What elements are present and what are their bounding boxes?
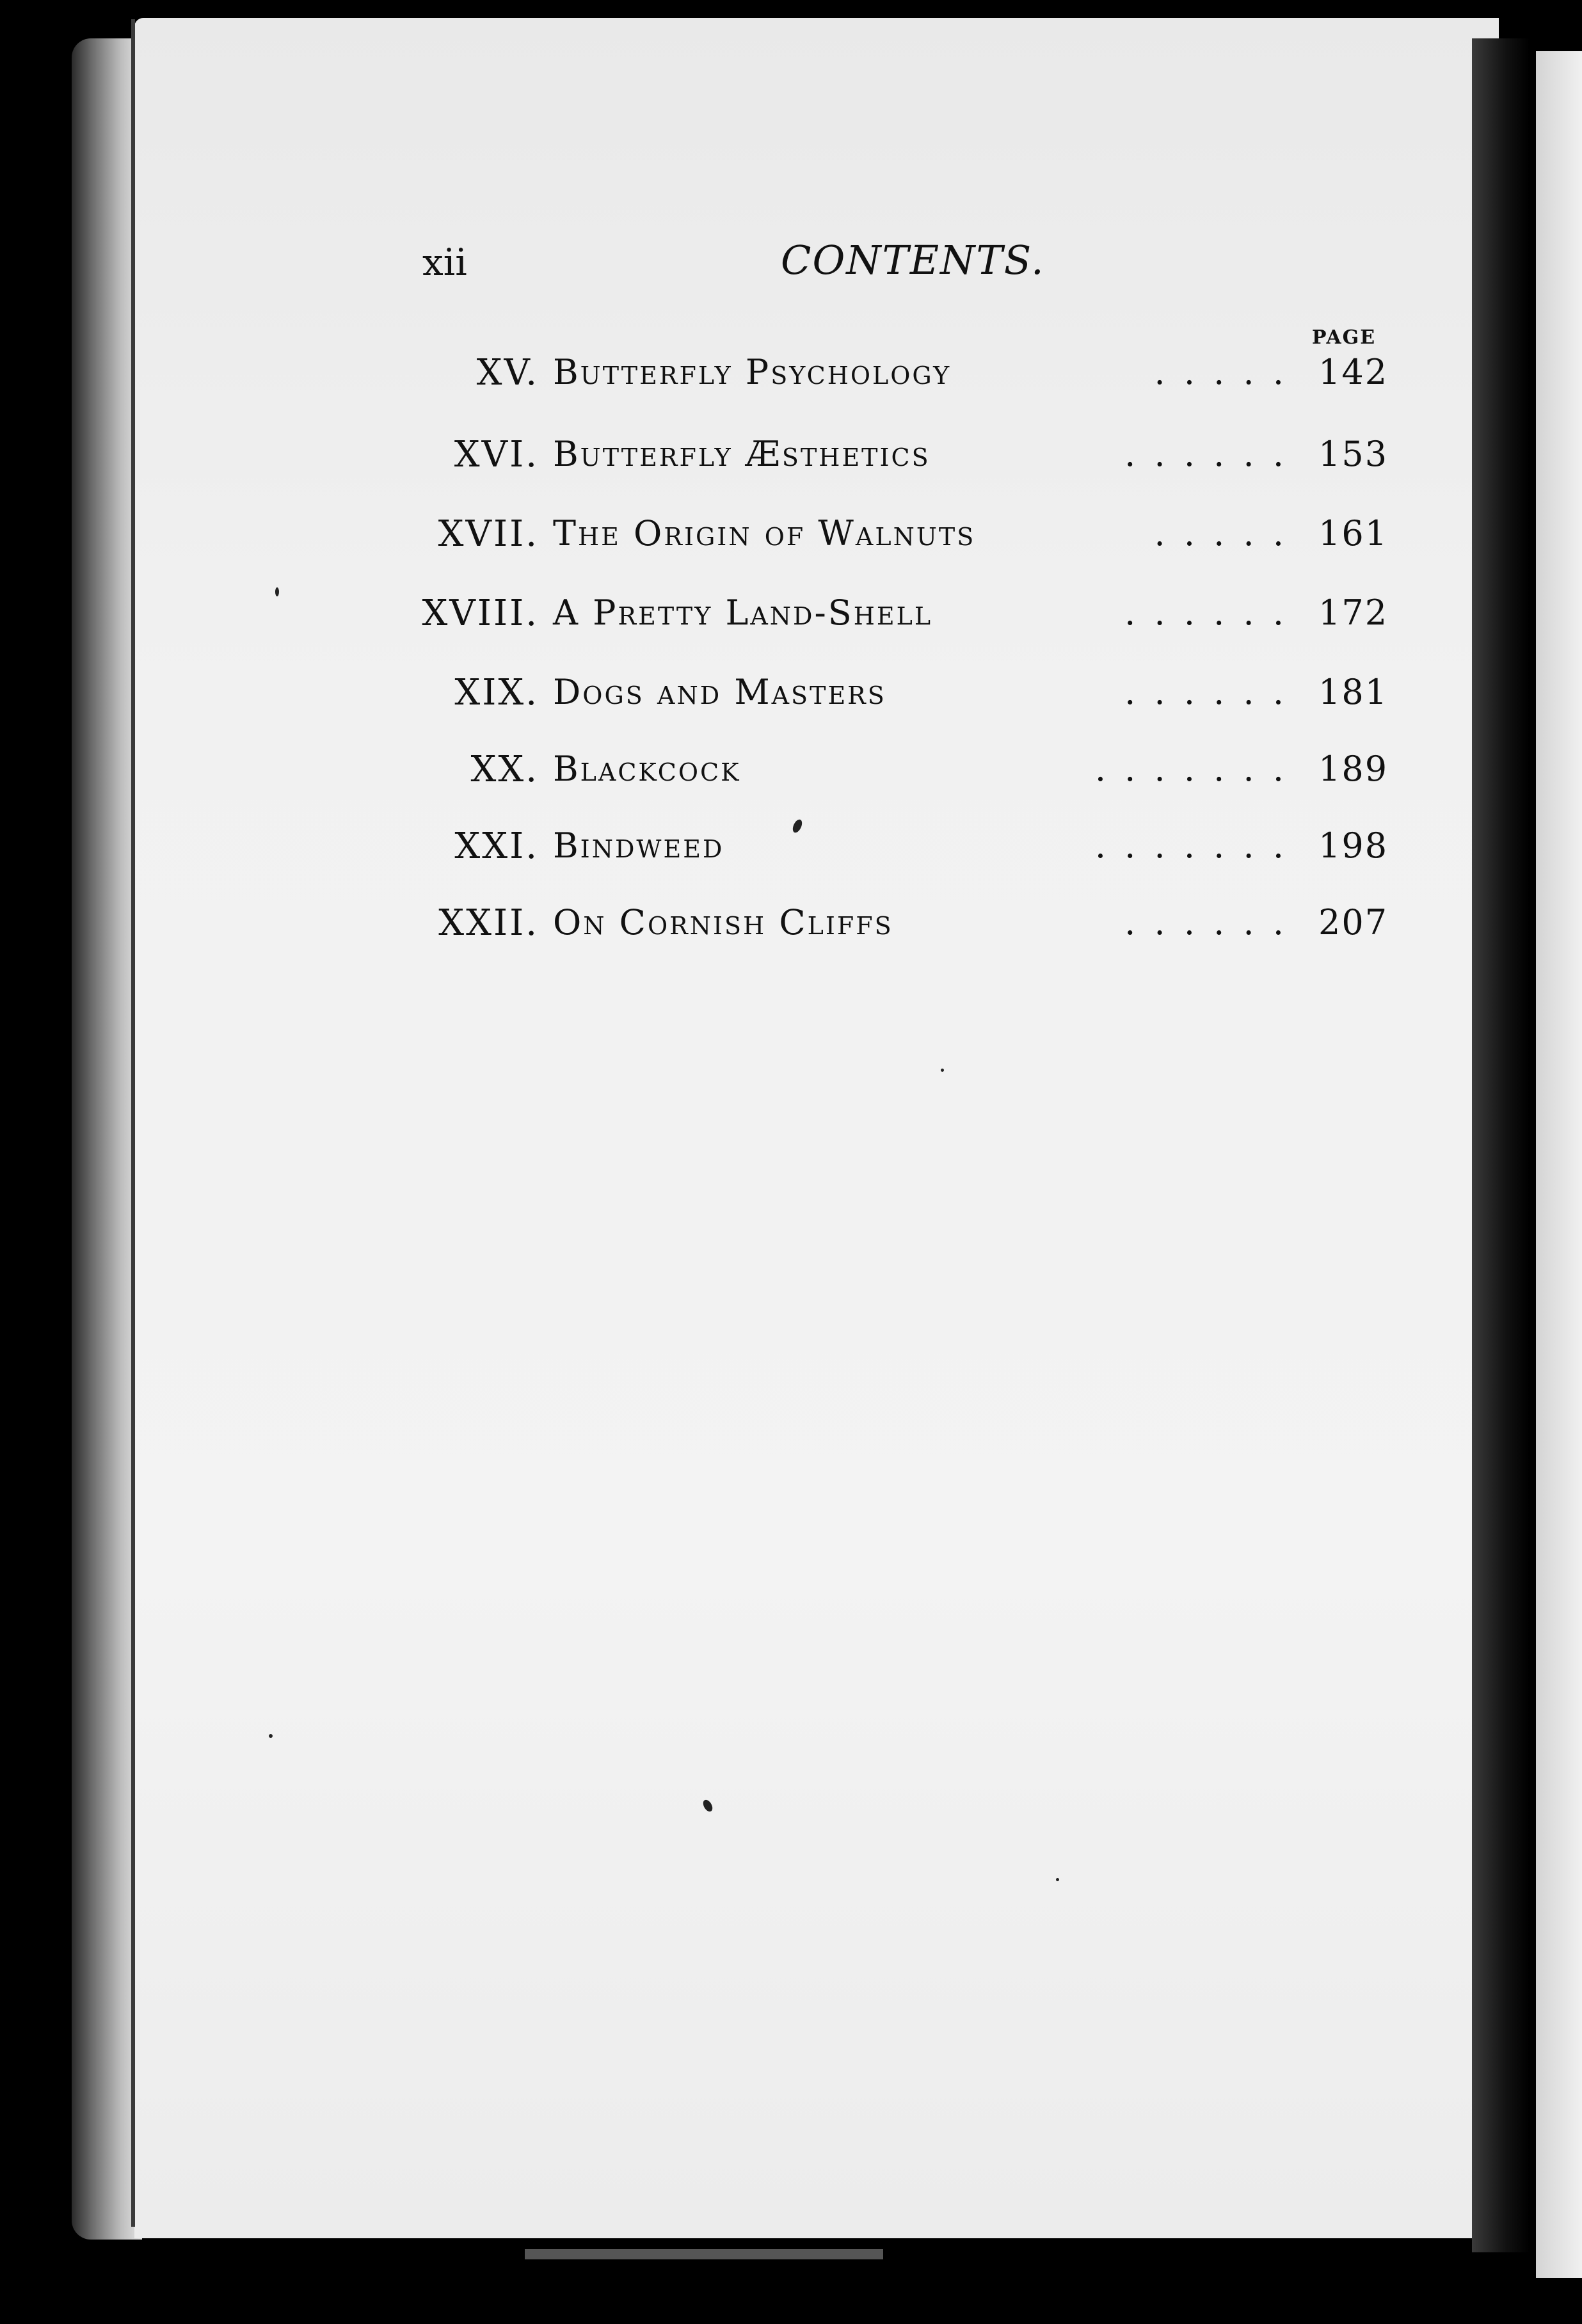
dot-leader: . . . . . . bbox=[1124, 902, 1288, 943]
bottom-binding-strip bbox=[525, 2249, 883, 2259]
dot-leader: . . . . . . bbox=[1124, 672, 1288, 712]
toc-entry bbox=[0, 513, 1582, 571]
scan-speck bbox=[941, 1069, 944, 1072]
chapter-number: XVIII. bbox=[422, 593, 539, 634]
chapter-page: 207 bbox=[1318, 902, 1389, 943]
chapter-page: 181 bbox=[1318, 672, 1389, 712]
toc-entry bbox=[0, 902, 1582, 960]
chapter-number: XX. bbox=[470, 749, 539, 790]
dot-leader: . . . . . . bbox=[1124, 434, 1288, 474]
toc-entry bbox=[0, 434, 1582, 491]
toc-entry bbox=[0, 352, 1582, 410]
chapter-number: XXII. bbox=[438, 902, 539, 944]
chapter-number: XV. bbox=[476, 352, 539, 394]
chapter-page: 172 bbox=[1318, 593, 1389, 633]
chapter-page: 153 bbox=[1318, 434, 1389, 474]
toc-entry bbox=[0, 825, 1582, 883]
toc-entry bbox=[0, 593, 1582, 650]
page-number-folio: xii bbox=[422, 241, 467, 284]
dot-leader: . . . . . bbox=[1154, 513, 1288, 553]
page-column-label: PAGE bbox=[1312, 326, 1377, 349]
chapter-page: 189 bbox=[1318, 749, 1389, 789]
scan-speck bbox=[269, 1734, 273, 1738]
chapter-title: On Cornish Cliffs bbox=[553, 902, 893, 943]
chapter-title: Bindweed bbox=[553, 825, 724, 866]
toc-entry bbox=[0, 672, 1582, 729]
dot-leader: . . . . . bbox=[1154, 352, 1288, 392]
book-page bbox=[134, 18, 1499, 2238]
chapter-title: The Origin of Walnuts bbox=[553, 513, 976, 553]
toc-entry bbox=[0, 749, 1582, 806]
chapter-page: 142 bbox=[1318, 352, 1389, 392]
running-head-title: CONTENTS. bbox=[781, 237, 1045, 283]
chapter-title: Blackcock bbox=[553, 749, 741, 789]
scan-speck bbox=[1056, 1878, 1059, 1881]
running-head bbox=[0, 237, 1582, 288]
chapter-title: Butterfly Æsthetics bbox=[553, 434, 931, 474]
chapter-page: 198 bbox=[1318, 825, 1389, 866]
chapter-number: XIX. bbox=[454, 672, 539, 713]
dot-leader: . . . . . . . bbox=[1094, 749, 1288, 789]
chapter-title: Dogs and Masters bbox=[553, 672, 886, 712]
chapter-page: 161 bbox=[1318, 513, 1389, 553]
chapter-number: XXI. bbox=[454, 825, 539, 867]
chapter-number: XVI. bbox=[454, 434, 539, 475]
chapter-number: XVII. bbox=[438, 513, 539, 555]
dot-leader: . . . . . . bbox=[1124, 593, 1288, 633]
chapter-title: A Pretty Land-Shell bbox=[553, 593, 933, 633]
chapter-title: Butterfly Psychology bbox=[553, 352, 952, 392]
page-edge-line bbox=[131, 19, 135, 2227]
scan-speck bbox=[275, 587, 279, 596]
dot-leader: . . . . . . . bbox=[1094, 825, 1288, 866]
